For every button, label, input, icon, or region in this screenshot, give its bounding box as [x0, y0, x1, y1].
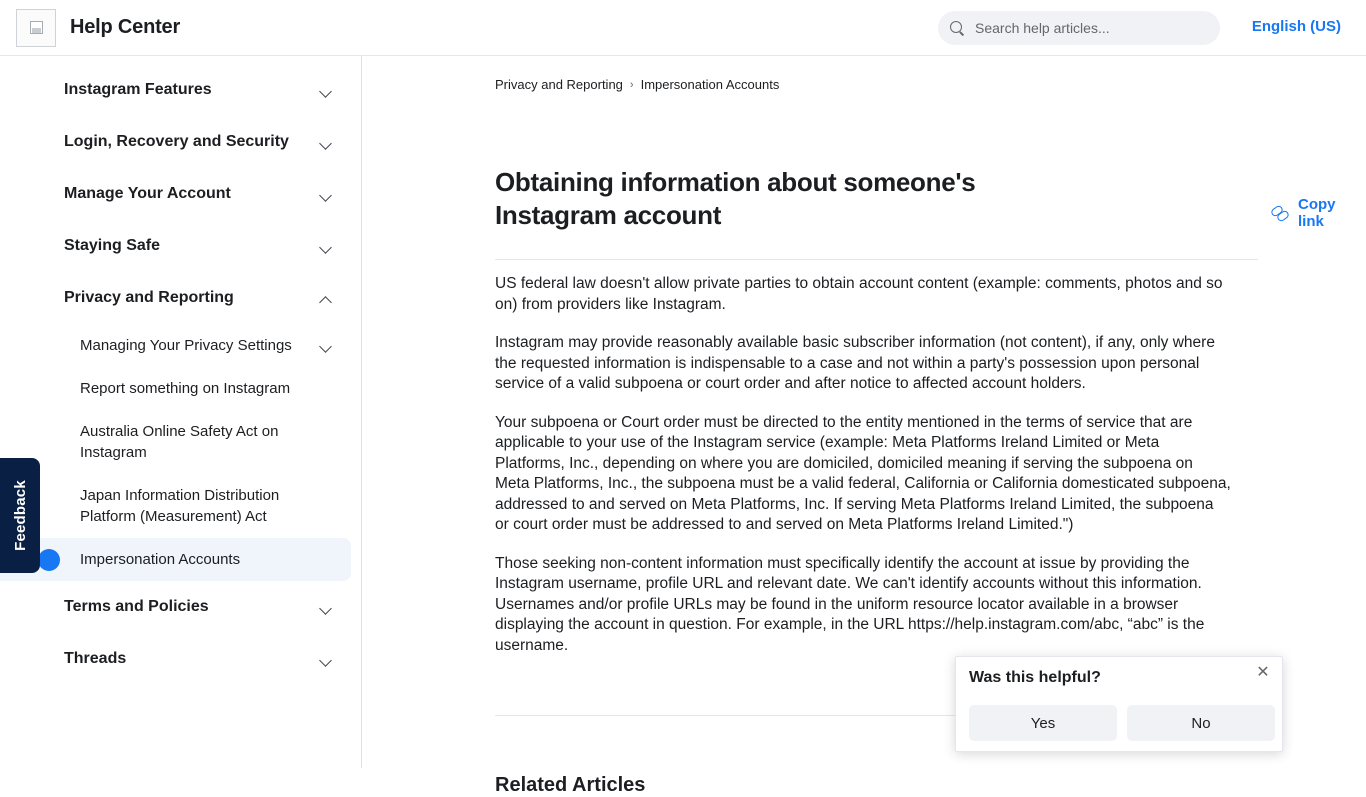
helpful-popup-title: Was this helpful?: [969, 669, 1101, 686]
sidebar-item-japan-information-distribution-platform[interactable]: [0, 474, 361, 538]
sidebar-item-australia-online-safety-act[interactable]: [0, 410, 361, 474]
article-paragraph: Your subpoena or Court order must be directed to the entity mentioned in the terms of service that are applicable to your use of the Instagram service (example: Meta Platforms Ireland Limited or Meta Platforms, Inc., depending on where you are domiciled, domiciled meaning if serving the subpoena on Meta Platforms, Inc., the subpoena must be a valid federal, California or California domesticated subpoena, addressed to and served on Meta Platforms, Inc. If serving Meta Platforms Ireland Limited, the subpoena or court order must be addressed to and served on Meta Platforms Ireland Limited."): [495, 413, 1231, 533]
helpful-yes-button[interactable]: Yes: [969, 705, 1117, 741]
chevron-down-icon: [320, 188, 333, 201]
sidebar-group-staying-safe[interactable]: [0, 220, 361, 272]
sidebar-item-report-something-on-instagram[interactable]: [0, 367, 361, 410]
sidebar-group-label: Privacy and Reporting: [64, 289, 234, 306]
chevron-down-icon: [320, 136, 333, 149]
close-icon[interactable]: ✕: [1256, 664, 1270, 681]
sidebar-group-privacy-and-reporting[interactable]: [0, 272, 361, 324]
article-paragraph: Those seeking non-content information must specifically identify the account at issue by providing the Instagram username, profile URL and relevant date. We can't identify accounts without this information. Usernames and/or profile URLs may be found in the uniform resource locator available in a browser displaying the account in question. For example, in the URL https://help.instagram.com/abc, “abc” is the username.: [495, 554, 1205, 654]
sidebar-item-label: Australia Online Safety Act on Instagram: [80, 423, 279, 461]
article-paragraph: US federal law doesn't allow private parties to obtain account content (example: comments, photos and so on) from providers like Instagram.: [495, 275, 1223, 313]
breadcrumb-separator: ›: [629, 78, 634, 91]
language-selector[interactable]: English (US): [1251, 18, 1341, 35]
link-icon: [1271, 204, 1289, 222]
sidebar-group-manage-your-account[interactable]: [0, 168, 361, 220]
related-articles-title: Related Articles: [495, 774, 646, 796]
chevron-up-icon: [320, 292, 333, 305]
search-bar[interactable]: [938, 11, 1220, 45]
feedback-tab[interactable]: [0, 458, 40, 573]
site-header: [0, 0, 1366, 56]
sidebar-group-login-recovery-security[interactable]: [0, 116, 361, 168]
chevron-down-icon: [320, 339, 333, 352]
sidebar-item-label: Report something on Instagram: [80, 380, 291, 397]
site-title: Help Center: [70, 16, 181, 38]
sidebar-group-label: Manage Your Account: [64, 185, 231, 202]
sidebar-group-label: Instagram Features: [64, 81, 212, 98]
breadcrumb: [495, 77, 779, 92]
sidebar-group-label: Login, Recovery and Security: [64, 133, 289, 150]
sidebar-item-label: Managing Your Privacy Settings: [80, 337, 292, 354]
chevron-down-icon: [320, 601, 333, 614]
helpful-no-button[interactable]: No: [1127, 705, 1275, 741]
sidebar-group-label: Threads: [64, 650, 127, 667]
copy-link-label: Copy link: [1298, 196, 1336, 230]
feedback-tab-label: Feedback: [11, 480, 29, 551]
breadcrumb-parent-link[interactable]: Privacy and Reporting: [495, 77, 623, 92]
page-title: Obtaining information about someone's Instagram account: [495, 167, 976, 230]
active-indicator-dot: [38, 549, 60, 571]
sidebar-group-instagram-features[interactable]: [0, 64, 361, 116]
sidebar-item-label: Impersonation Accounts: [80, 551, 241, 568]
sidebar-item-impersonation-accounts[interactable]: [0, 538, 351, 581]
breadcrumb-current[interactable]: Impersonation Accounts: [640, 77, 780, 92]
sidebar-nav[interactable]: [0, 56, 362, 768]
chevron-down-icon: [320, 240, 333, 253]
content-divider-top: [495, 259, 1258, 260]
sidebar-group-label: Staying Safe: [64, 237, 161, 254]
article-paragraph: Instagram may provide reasonably available basic subscriber information (not content), if any, only where the requested information is indispensable to a case and not within a party's possession upon personal service of a valid subpoena or court order and after notice to affected account holders.: [495, 334, 1215, 392]
article-body: [495, 274, 1231, 674]
broken-image-icon: [30, 21, 43, 34]
sidebar-item-managing-your-privacy-settings[interactable]: [0, 324, 361, 367]
was-this-helpful-popup: [955, 656, 1283, 752]
search-icon: [950, 21, 965, 36]
site-logo[interactable]: [16, 9, 56, 47]
sidebar-group-threads[interactable]: [0, 633, 361, 685]
search-input[interactable]: [973, 13, 1208, 43]
helpful-popup-actions: [969, 705, 1275, 741]
sidebar-group-terms-and-policies[interactable]: [0, 581, 361, 633]
chevron-down-icon: [320, 84, 333, 97]
sidebar-item-label: Japan Information Distribution Platform (Measurement) Act: [80, 487, 280, 525]
chevron-down-icon: [320, 653, 333, 666]
copy-link-button[interactable]: [1271, 196, 1336, 230]
sidebar-group-label: Terms and Policies: [64, 598, 209, 615]
title-row: [495, 166, 1336, 232]
